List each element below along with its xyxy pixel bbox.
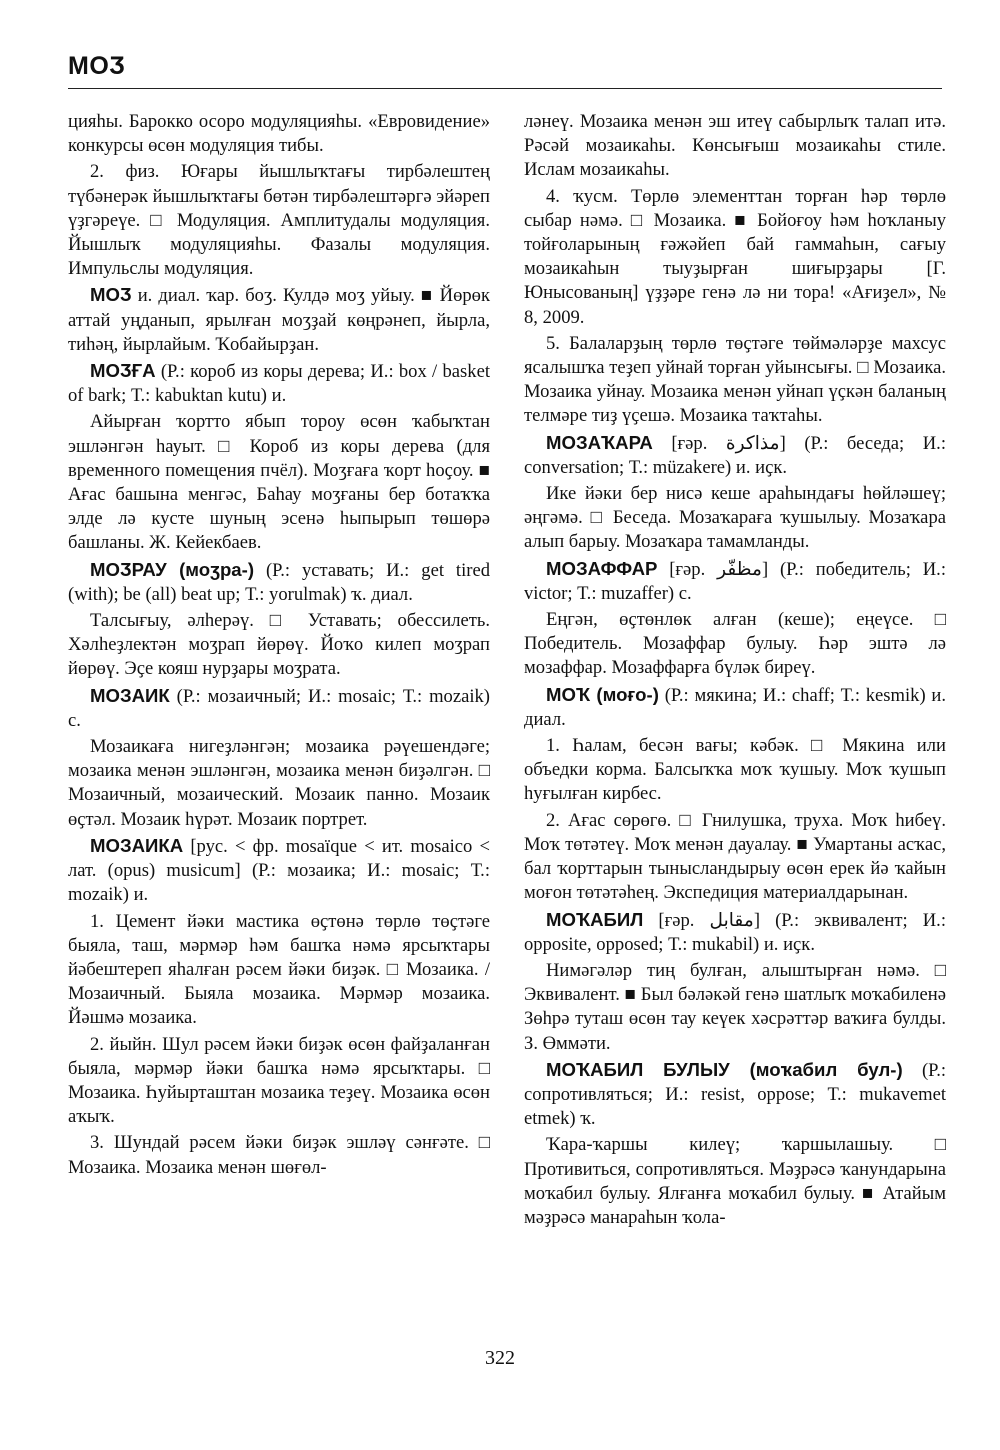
entry-text: цияһы. Барокко осоро модуляцияһы. «Евровидение» конкурсы өсөн модуляция тибы.	[68, 111, 490, 157]
dictionary-paragraph	[524, 1058, 946, 1132]
dictionary-paragraph	[524, 185, 946, 330]
dictionary-paragraph	[68, 359, 490, 408]
headword: МОӠҒА	[90, 360, 156, 382]
running-head: МОӠ	[68, 52, 126, 80]
dictionary-paragraph	[68, 735, 490, 832]
headword: МОҠ (моғо-)	[546, 683, 659, 705]
dictionary-paragraph	[524, 908, 946, 957]
headword: МОЗАИКА	[90, 834, 184, 856]
entry-text: [ғәр. مذاكرة] (Р.: беседа; И.: conversation; Т.: müzakere) и. иҫк.	[524, 432, 946, 478]
dictionary-paragraph	[68, 684, 490, 733]
entry-text: Айырған ҡортто ябып тороу өсөн ҡабыҡтан эшләнгән һауыт. □ Короб из коры дерева (для временного помещения пчёл). Моӡғаға ҡорт һоҫоу. ■ Ағас башына менгәс, Баһау моӡғаны бер ботаҡҡа элде лә кусте шуның эсенә һыпырып төшөрә башланы. Ж. Кейекбаев.	[68, 411, 490, 554]
entry-text: Талсығыу, әлһерәү. □ Уставать; обессилеть. Хәлһеҙлектән моӡрап йөрөү. Йоҡо килеп моӡрап йөрөү. Эҫе кояш нурҙары моӡрата.	[68, 610, 490, 680]
entry-text: Мозаикаға нигеҙләнгән; мозаика рәүешендәге; мозаика менән эшләнгән, мозаика менән биҙәлгән. □ Мозаичный, мозаический. Мозаик панно. Мозаик өҫтәл. Мозаик һүрәт. Мозаик портрет.	[68, 736, 490, 830]
entry-text: 2. физ. Юғары йышлыҡтағы тирбәлештең түбәнерәк йышлыҡтағы бөтән тирбәлештәргә эйәреп үҙгәреүе. □ Модуляция. Амплитудалы модуляция. Йышлыҡ модуляцияһы. Фазалы модуляция. Импульслы модуляция.	[68, 161, 490, 280]
entry-text: и. диал. ҡар. боӡ. Кулдә моӡ уйыу. ■ Йөрөк аттай уңданып, ярылған моӡҙай көңрәнеп, йырла, тиһәң, йырлайым. Ҡобайырҙан.	[68, 285, 490, 355]
dictionary-paragraph	[524, 1133, 946, 1230]
page-number: 322	[485, 1347, 515, 1369]
entry-text: 1. Һалам, бесән вағы; кәбәк. □ Мякина или объедки корма. Балсыҡҡа моҡ ҡушыу. Моҡ ҡушып һуғылған кирбес.	[524, 735, 946, 805]
dictionary-paragraph	[68, 283, 490, 357]
dictionary-paragraph	[68, 1131, 490, 1179]
dictionary-paragraph	[68, 110, 490, 158]
dictionary-paragraph	[68, 160, 490, 281]
dictionary-paragraph	[524, 734, 946, 807]
entry-text: Ҡара-ҡаршы килеү; ҡаршылашыу. □ Противиться, сопротивляться. Мәҙрәсә ҡанундарына моҡабил булыу. Ялғанға моҡабил булыу. ■ Атайым мәҙрәсә манараһын ҡола-	[524, 1134, 946, 1228]
dictionary-paragraph	[68, 609, 490, 682]
entry-text: 5. Балаларҙың төрлө төҫтәге төймәләрҙе махсус ясалышҡа теҙеп уйнай торған уйынсығы. □ Мозаика. Мозаика уйнау. Мозаика менән уйнап үҫкән баланың телмәре тиҙ үҫешә. Мозаика таҡтаһы.	[524, 332, 946, 427]
entry-text: 3. Шундай рәсем йәки биҙәк эшләү сәнғәте. □ Мозаика. Мозаика менән шөғөл-	[68, 1132, 490, 1178]
dictionary-paragraph	[524, 809, 946, 906]
dictionary-paragraph	[524, 482, 946, 555]
entry-text: [ғәр. مظفّر] (Р.: победитель; И.: victor; Т.: muzaffer) с.	[524, 558, 946, 604]
dictionary-paragraph	[524, 959, 946, 1056]
dictionary-paragraph	[68, 558, 490, 607]
headword: МОЗАҠАРА	[546, 431, 653, 453]
headword: МОҠАБИЛ	[546, 908, 644, 930]
entry-text: [ғәр. مقابل] (Р.: эквивалент; И.: opposite, opposed; Т.: mukabil) и. иҫк.	[524, 909, 946, 955]
dictionary-paragraph	[524, 557, 946, 606]
headword: МОЗАФФАР	[546, 557, 658, 579]
entry-text: [рус. < фр. mosaïque < ит. mosaico < лат. (opus) musicum] (Р.: мозаика; И.: mosaic; Т.: mozaik) и.	[68, 835, 490, 906]
entry-text: 2. йыйн. Шул рәсем йәки биҙәк өсөн файҙаланған быяла, мәрмәр йәки башҡа нәмә ярсыҡтары. □ Мозаика. Һуйырташтан мозаика теҙеү. Мозаика өсөн аҡыҡ.	[68, 1033, 490, 1128]
dictionary-paragraph	[524, 683, 946, 732]
entry-text: 1. Цемент йәки мастика өҫтөнә төрлө төҫтәге быяла, таш, мәрмәр һәм башҡа нәмә ярсыҡтары йәбештереп яһалған рәсем йәки биҙәк. □ Мозаика. / Мозаичный. Быяла мозаика. Мәрмәр мозаика. Йәшмә мозаика.	[68, 910, 490, 1029]
dictionary-paragraph	[524, 110, 946, 183]
dictionary-paragraph	[68, 410, 490, 555]
entry-text: Нимәгәләр тиң булған, алыштырған нәмә. □ Эквивалент. ■ Был бәләкәй генә шатлыҡ моҡабиленә Зөһрә туташ өсөн тау кеүек хәсрәттәр ваҡиға булды. З. Өммәти.	[524, 959, 946, 1054]
dictionary-paragraph	[68, 1033, 490, 1130]
dictionary-paragraph	[68, 910, 490, 1031]
entry-text: (Р.: уставать; И.: get tired (with); be (all) beat up; Т.: yorulmak) ҡ. диал.	[68, 559, 491, 605]
headword: МОҠАБИЛ БУЛЫУ (моҡабил бул-)	[546, 1058, 903, 1080]
entry-text: (Р.: сопротивляться; И.: resist, oppose; Т.: mukavemet etmek) ҡ.	[524, 1059, 947, 1130]
entry-text: (Р.: мозаичный; И.: mosaic; Т.: mozaik) с.	[68, 685, 490, 731]
entry-text: ләнеү. Мозаика менән эш итеү сабырлыҡ талап итә. Рәсәй мозаикаһы. Көнсығыш мозаикаһы стиле. Ислам мозаикаһы.	[524, 111, 946, 181]
entry-text: Ике йәки бер нисә кеше араһындағы һөйләшеү; әңгәмә. □ Беседа. Мозаҡараға ҡушылыу. Мозаҡара алып барыу. Мозаҡара тамамланды.	[524, 483, 946, 553]
headword: МОӠРАУ (моӡра-)	[90, 558, 255, 580]
right-column	[524, 110, 946, 1232]
dictionary-paragraph	[68, 834, 490, 908]
headword: МОӠ	[90, 284, 132, 306]
dictionary-paragraph	[524, 431, 946, 480]
dictionary-paragraph	[524, 608, 946, 681]
dictionary-paragraph	[524, 332, 946, 429]
left-column	[68, 110, 490, 1182]
entry-text: 2. Ағас сөрөгө. □ Гнилушка, труха. Моҡ һибеү. Моҡ төтәтеү. Моҡ менән дауалау. ■ Умартаны асҡас, бал ҡорттарын тынысландырыу өсөн ерек йә ҡайын моғон төтәтәһең. Экспедиция материалдарынан.	[524, 809, 946, 904]
entry-text: (Р.: короб из коры дерева; И.: box / basket of bark; Т.: kabuktan kutu) и.	[68, 361, 490, 407]
entry-text: Еңгән, өҫтөнлөк алған (кеше); еңеүсе. □ Победитель. Мозаффар булыу. Һәр эштә лә мозаффар. Мозаффарға бүләк биреү.	[524, 609, 946, 679]
entry-text: 4. ҡусм. Төрлө элементтан торған һәр төрлө сыбар нәмә. □ Мозаика. ■ Бойоғоу һәм һоҡланыу тойғоларының ғәжәйеп бай гаммаһын, сағыу мозаикаһын тыуҙырған шиғырҙары [Г. Юнысованың] үҙҙәре генә лә ни тора! «Ағиҙел», № 8, 2009.	[524, 185, 946, 328]
header-rule	[68, 88, 942, 89]
headword: МОЗАИК	[90, 684, 170, 706]
entry-text: (Р.: мякина; И.: chaff; Т.: kesmik) и. диал.	[524, 684, 946, 730]
